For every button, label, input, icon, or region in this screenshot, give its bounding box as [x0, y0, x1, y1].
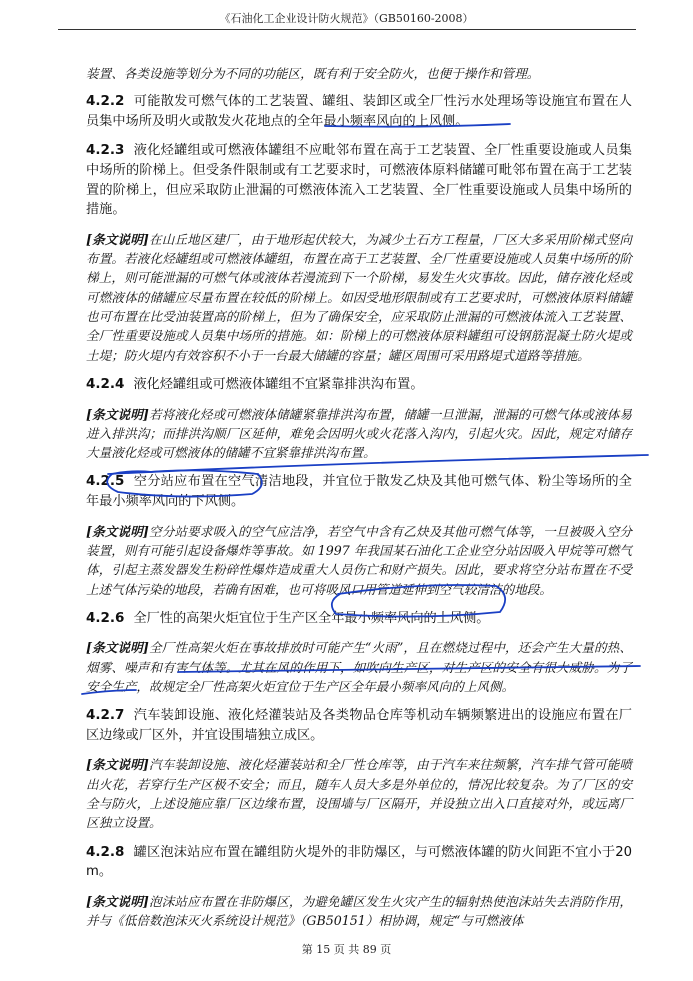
clause-number: 4.2.3 [86, 142, 125, 159]
explanation-tag: [条文说明] [86, 893, 149, 909]
explanation-4-2-3 [86, 230, 632, 365]
explanation-text: 汽车装卸设施、液化烃灌装站和全厂性仓库等，由于汽车来往频繁，汽车排气管可能喷出火花，若穿行生产区极不安全；而且，随车人员大多是外单位的，情况比较复杂。为了厂区的安全与防火，上述设施应靠厂区边缘布置，设围墙与厂区隔开，并设独立出入口直接对外，或远离厂区独立设置。 [86, 757, 632, 831]
explanation-tag: [条文说明] [86, 757, 149, 773]
clause-text: 液化烃罐组或可燃液体罐组不宜紧靠排洪沟布置。 [133, 376, 424, 392]
explanation-tag: [条文说明] [86, 523, 149, 539]
explanation-tag: [条文说明] [86, 231, 149, 247]
page-body [86, 64, 632, 940]
clause-4-2-5 [86, 472, 632, 511]
clause-4-2-4 [86, 375, 632, 395]
clause-number: 4.2.4 [86, 375, 125, 392]
explanation-4-2-6 [86, 638, 632, 696]
clause-text: 液化烃罐组或可燃液体罐组不应毗邻布置在高于工艺装置、全厂性重要设施或人员集中场所的阶梯上。但受条件限制或有工艺要求时，可燃液体原料储罐可毗邻布置在高于工艺装置的阶梯上，但应采取防止泄漏的可燃液体流入工艺装置、全厂性重要设施或人员集中场所的措施。 [86, 143, 632, 218]
explanation-4-2-8 [86, 892, 632, 931]
explanation-4-2-4 [86, 405, 632, 463]
document-header: 《石油化工企业设计防火规范》（GB50160-2008） [219, 12, 474, 25]
clause-4-2-8 [86, 843, 632, 882]
clause-4-2-3 [86, 141, 632, 219]
explanation-4-2-5 [86, 522, 632, 599]
note-continuation: 装置、各类设施等划分为不同的功能区，既有利于安全防火，也便于操作和管理。 [86, 66, 540, 81]
header-divider [58, 29, 636, 30]
clause-number: 4.2.7 [86, 707, 125, 724]
explanation-tag: [条文说明] [86, 406, 149, 422]
explanation-text: 空分站要求吸入的空气应洁净，若空气中含有乙炔及其他可燃气体等，一旦被吸入空分装置，则有可能引起设备爆炸等事故。如 1997 年我国某石油化工企业空分站因吸入甲烷等可燃气体，引起主蒸发器发生粉碎性爆炸造成重大人员伤亡和财产损失。因此，要求将空分站布置在不受上述气体污染的地段，若确有困难，也可将吸风口用管道延伸到空气较清洁的地段。 [86, 523, 632, 597]
explanation-tag: [条文说明] [86, 640, 149, 656]
explanation-text: 泡沫站应布置在非防爆区，为避免罐区发生火灾产生的辐射热使泡沫站失去消防作用，并与《低倍数泡沫灭火系统设计规范》（GB50151）相协调，规定“与可燃液体 [86, 893, 632, 929]
clause-text: 汽车装卸设施、液化烃灌装站及各类物品仓库等机动车辆频繁进出的设施应布置在厂区边缘或厂区外，并宜设围墙独立成区。 [86, 708, 632, 743]
explanation-text: 全厂性高架火炬在事故排放时可能产生“火雨”，且在燃烧过程中，还会产生大量的热、烟雾、噪声和有害气体等。尤其在风的作用下，如吹向生产区，对生产区的安全有很大威胁。为了安全生产，故规定全厂性高架火炬宜位于生产区全年最小频率风向的上风侧。 [86, 640, 632, 694]
clause-text: 罐区泡沫站应布置在罐组防火堤外的非防爆区，与可燃液体罐的防火间距不宜小于20m。 [86, 844, 632, 880]
page-footer: 第 15 页 共 89 页 [301, 943, 392, 956]
clause-number: 4.2.8 [86, 843, 125, 860]
clause-4-2-6 [86, 609, 632, 629]
explanation-4-2-7 [86, 755, 632, 832]
clause-text: 全厂性的高架火炬宜位于生产区全年最小频率风向的上风侧。 [133, 610, 490, 626]
clause-number: 4.2.6 [86, 609, 125, 626]
clause-4-2-2 [86, 92, 632, 131]
clause-number: 4.2.5 [86, 473, 125, 490]
clause-text: 空分站应布置在空气清洁地段，并宜位于散发乙炔及其他可燃气体、粉尘等场所的全年最小频率风向的下风侧。 [86, 474, 632, 510]
explanation-text: 若将液化烃或可燃液体储罐紧靠排洪沟布置，储罐一旦泄漏，泄漏的可燃气体或液体易进入排洪沟；而排洪沟顺厂区延伸，难免会因明火或火花落入沟内，引起火灾。因此，规定对储存大量液化烃或可燃液体的储罐不宜紧靠排洪沟布置。 [86, 406, 632, 461]
clause-text: 可能散发可燃气体的工艺装置、罐组、装卸区或全厂性污水处理场等设施宜布置在人员集中场所及明火或散发火花地点的全年最小频率风向的上风侧。 [86, 94, 632, 129]
clause-number: 4.2.2 [86, 93, 125, 110]
clause-4-2-7 [86, 706, 632, 745]
explanation-text: 在山丘地区建厂，由于地形起伏较大，为减少土石方工程量，厂区大多采用阶梯式竖向布置。若液化烃罐组或可燃液体罐组，布置在高于工艺装置、全厂性重要设施或人员集中场所的阶梯上，则可能泄漏的可燃气体或液体若漫流到下一个阶梯，易发生火灾事故。因此，储存液化烃或可燃液体的储罐应尽量布置在较低的阶梯上。如因受地形限制或有工艺要求时，可燃液体原料储罐也可布置在比受油装置高的阶梯上，但为了确保安全，应采取防止泄漏的可燃液体流入工艺装置、全厂性重要设施或人员集中场所的措施。如：阶梯上的可燃液体原料罐组可设钢筋混凝土防火堤或土堤；防火堤内有效容积不小于一台最大储罐的容量；罐区周围可采用路堤式道路等措施。 [86, 231, 632, 363]
